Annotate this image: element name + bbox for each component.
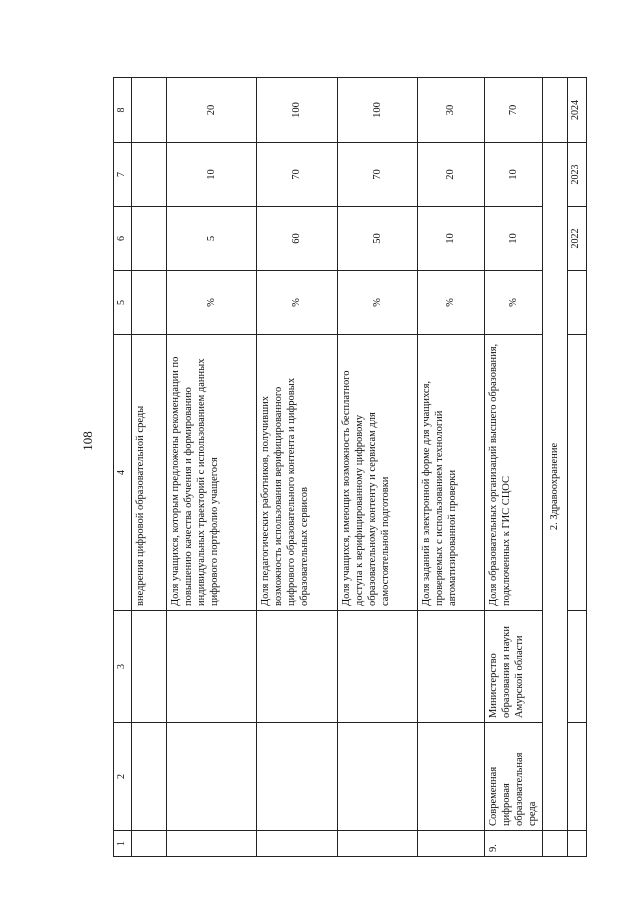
empty-cell	[132, 831, 167, 857]
indicators-table	[113, 77, 587, 857]
header-row	[114, 78, 132, 857]
value-2024-cell: 100	[257, 78, 338, 143]
empty-cell	[418, 723, 485, 831]
year-cell-2022: 2022	[567, 207, 586, 271]
empty-cell	[542, 831, 567, 857]
table-row	[338, 78, 418, 857]
header-cell-1: 1	[114, 831, 132, 857]
empty-cell	[567, 831, 586, 857]
indicator-cell: Доля учащихся, которым предложены рекомендации по повышению качества обучения и формированию индивидуальных траекторий с использованием данных цифрового портфолио учащегося	[167, 335, 257, 611]
indicator-cell: внедрения цифровой образовательной среды	[132, 335, 167, 611]
header-cell-3: 3	[114, 611, 132, 723]
empty-cell	[167, 723, 257, 831]
years-row	[567, 78, 586, 857]
value-2023-cell: 70	[338, 143, 418, 207]
value-2023-cell: 70	[257, 143, 338, 207]
empty-cell	[338, 831, 418, 857]
empty-cell	[567, 335, 586, 611]
value-2022-cell: 50	[338, 207, 418, 271]
indicator-cell: Доля педагогических работников, получивших возможность использования верифицированного цифрового образовательного контента и цифровых образовательных сервисов	[257, 335, 338, 611]
year-cell-2023: 2023	[567, 143, 586, 207]
value-2024-cell: 70	[485, 78, 543, 143]
indicator-cell: Доля учащихся, имеющих возможность бесплатного доступа к верифицированному цифровому образовательному контенту и сервисам для самостоятельной подготовки	[338, 335, 418, 611]
page-number: 108	[80, 431, 95, 451]
project-row	[485, 78, 543, 857]
table-viewport	[113, 78, 582, 857]
empty-cell	[257, 831, 338, 857]
header-cell-7: 7	[114, 143, 132, 207]
value-2024-cell: 20	[167, 78, 257, 143]
header-cell-2: 2	[114, 723, 132, 831]
empty-cell	[567, 723, 586, 831]
indicator-cell: Доля образовательных организаций высшего образования, подключенных к ГИС СЦОС	[485, 335, 543, 611]
year-cell-2024: 2024	[567, 78, 586, 143]
table-row	[132, 78, 167, 857]
empty-cell	[542, 78, 567, 143]
unit-cell	[132, 271, 167, 335]
empty-cell	[338, 611, 418, 723]
value-2022-cell: 10	[485, 207, 543, 271]
empty-cell	[338, 723, 418, 831]
unit-cell: %	[418, 271, 485, 335]
empty-cell	[132, 611, 167, 723]
project-number-cell: 9.	[485, 831, 543, 857]
value-2024-cell: 30	[418, 78, 485, 143]
empty-cell	[257, 611, 338, 723]
header-cell-8: 8	[114, 78, 132, 143]
value-2023-cell: 20	[418, 143, 485, 207]
value-2023-cell	[132, 143, 167, 207]
empty-cell	[418, 831, 485, 857]
project-executor-cell: Министерство образования и науки Амурской области	[485, 611, 543, 723]
unit-cell: %	[257, 271, 338, 335]
project-name-cell: Современная цифровая образовательная среда	[485, 723, 543, 831]
table-row	[167, 78, 257, 857]
table-row	[257, 78, 338, 857]
value-2022-cell: 60	[257, 207, 338, 271]
header-cell-4: 4	[114, 335, 132, 611]
value-2024-cell: 100	[338, 78, 418, 143]
value-2023-cell: 10	[167, 143, 257, 207]
empty-cell	[167, 611, 257, 723]
unit-cell: %	[338, 271, 418, 335]
value-2022-cell: 10	[418, 207, 485, 271]
header-cell-5: 5	[114, 271, 132, 335]
empty-cell	[132, 723, 167, 831]
unit-cell: %	[485, 271, 543, 335]
indicator-cell: Доля заданий в электронной форме для учащихся, проверяемых с использованием технологий автоматизированной проверки	[418, 335, 485, 611]
value-2024-cell	[132, 78, 167, 143]
section-row	[542, 78, 567, 857]
table-row	[418, 78, 485, 857]
value-2022-cell: 5	[167, 207, 257, 271]
unit-cell: %	[167, 271, 257, 335]
empty-cell	[167, 831, 257, 857]
empty-cell	[567, 611, 586, 723]
value-2023-cell: 10	[485, 143, 543, 207]
header-cell-6: 6	[114, 207, 132, 271]
section-title: 2. Здравоохранение	[542, 143, 567, 831]
empty-cell	[567, 271, 586, 335]
value-2022-cell	[132, 207, 167, 271]
empty-cell	[257, 723, 338, 831]
empty-cell	[418, 611, 485, 723]
rotated-table-container	[113, 78, 582, 857]
